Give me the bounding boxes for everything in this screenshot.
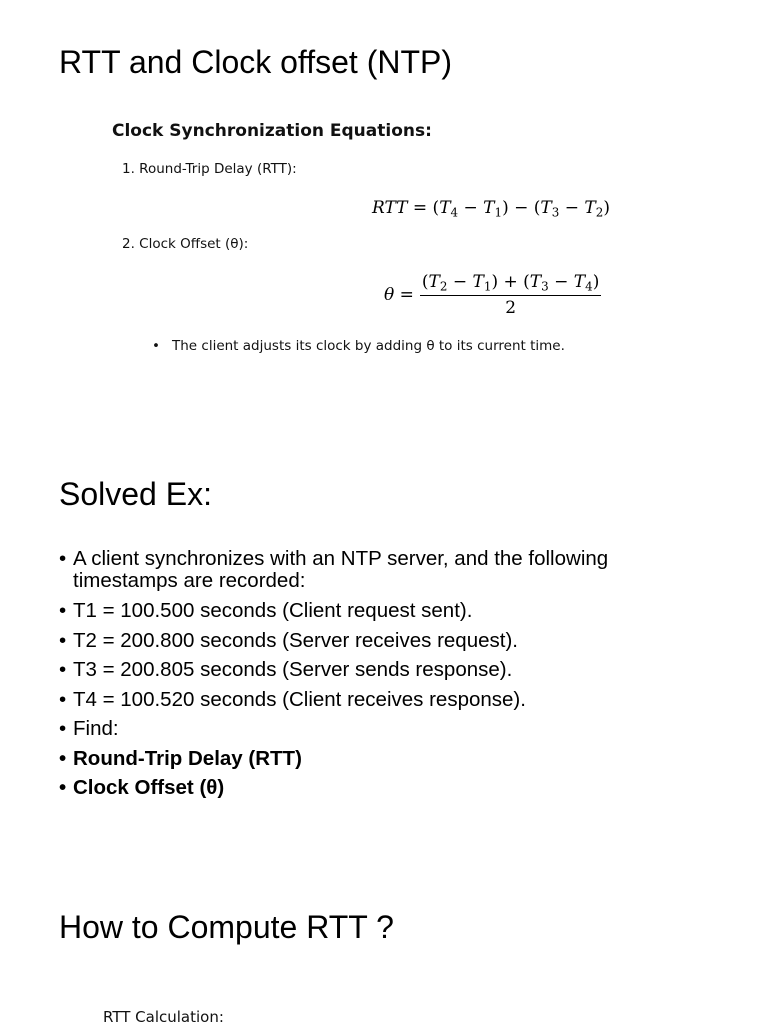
clock-adjust-note	[152, 338, 565, 354]
section-heading-compute-rtt: How to Compute RTT ?	[59, 909, 394, 945]
list-item: • T1 = 100.500 seconds (Client request sent).	[59, 596, 699, 626]
list-item-rtt: 1. Round-Trip Delay (RTT):	[122, 161, 297, 177]
rtt-equation: RTT = $(T_4 - T_1) - (T_3 - T_2)$	[372, 198, 610, 220]
section-heading-rtt-clock-offset: RTT and Clock offset (NTP)	[59, 44, 453, 80]
list-item: • Find:	[59, 714, 699, 744]
list-item-clock-offset: 2. Clock Offset (θ):	[122, 236, 249, 252]
rtt-calculation-title: RTT Calculation:	[103, 1008, 224, 1026]
list-item: • Round-Trip Delay (RTT)	[59, 744, 699, 774]
list-item: • T2 = 200.800 seconds (Server receives request).	[59, 626, 699, 656]
section-heading-solved-example: Solved Ex:	[59, 476, 212, 512]
list-item: • A client synchronizes with an NTP server, and the following timestamps are recorded:	[59, 548, 699, 596]
equations-title: Clock Synchronization Equations:	[112, 121, 432, 141]
solved-example-list	[59, 548, 699, 803]
list-item: • Clock Offset (θ)	[59, 773, 699, 803]
list-item: • T3 = 200.805 seconds (Server sends response).	[59, 655, 699, 685]
note-text: The client adjusts its clock by adding θ to its current time.	[172, 338, 565, 354]
theta-equation: θ = $\frac{(T_2 - T_1) + (T_3 - T_4)}{2}$	[384, 272, 600, 318]
bullet-icon: •	[152, 338, 160, 354]
list-item: • T4 = 100.520 seconds (Client receives response).	[59, 685, 699, 715]
